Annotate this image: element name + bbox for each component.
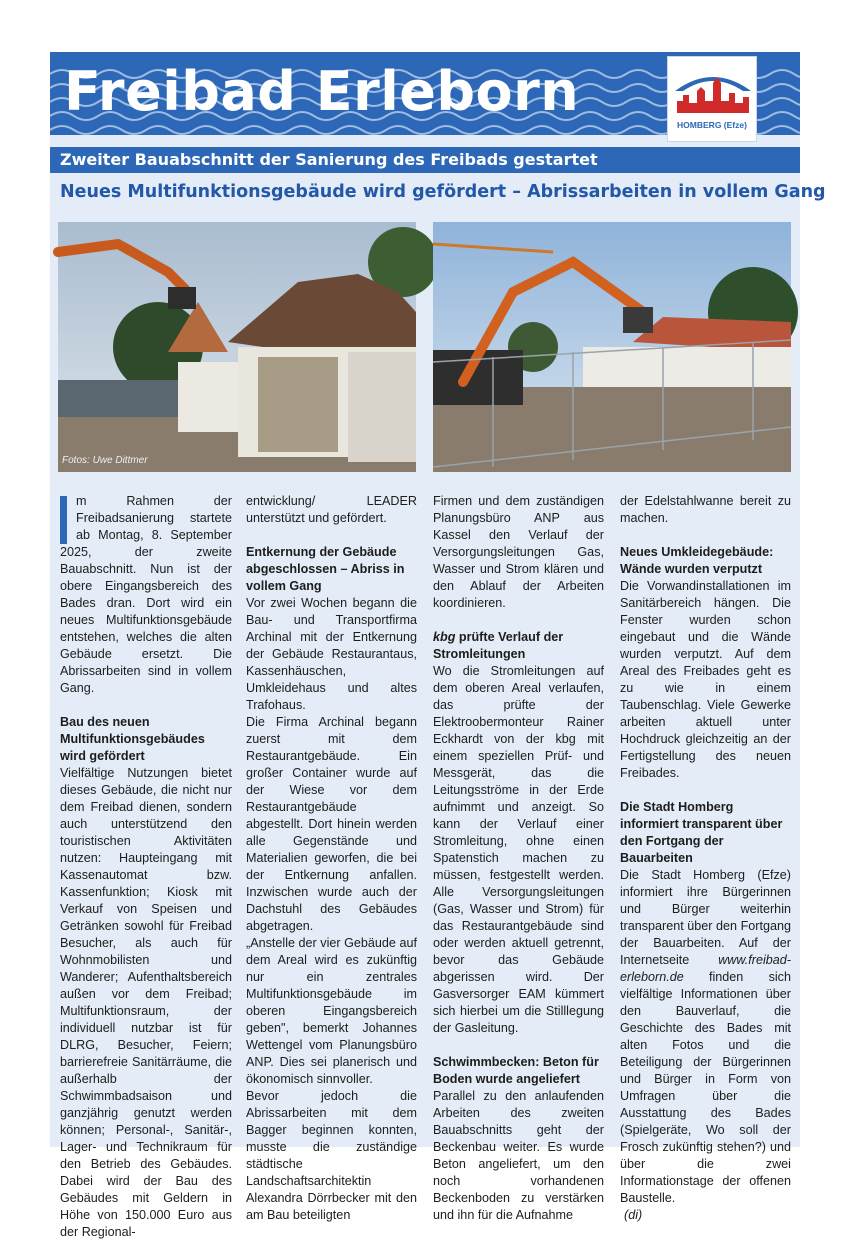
photo-demolition-right xyxy=(433,222,791,472)
section-heading: Neues Umkleidegebäude: Wände wurden verputzt xyxy=(620,545,774,576)
town-skyline-icon xyxy=(673,65,753,117)
dropcap-bar xyxy=(60,496,67,544)
homberg-logo xyxy=(667,56,757,142)
paragraph: entwicklung/ LEADER unterstützt und gefördert. xyxy=(246,494,417,525)
photo-credit: Fotos: Uwe Dittmer xyxy=(62,455,148,466)
photo-demolition-left xyxy=(58,222,416,472)
paragraph: Firmen und dem zuständigen Planungsbüro ANP aus Kassel den Verlauf der Versorgungsleitungen Gas, Wasser und Strom klären und den Ablauf der Arbeiten koordinieren. xyxy=(433,494,604,610)
kbg-emphasis: kbg xyxy=(433,630,456,644)
paragraph: Bevor jedoch die Abrissarbeiten mit dem Bagger beginnen konnten, musste die zuständige städtische Landschaftsarchitektin Alexandra Dörrbecker mit den am Bau beteiligten xyxy=(246,1089,417,1222)
paragraph: Wo die Stromleitungen auf dem oberen Areal verlaufen, das prüfte der Elektroobermonteur Rainer Eckhardt von der kbg mit einem speziellen Prüf- und Messgerät, das die Leitungsströme in der Erde aufnimmt und anzeigt. So kann der Verlauf einer Stromleitung, ohne einen Spatenstich machen zu müssen, festgestellt werden. Alle Versorgungsleitungen (Gas, Wasser und Strom) für das Restaurantgebäude sind oder werden aktuell getrennt, bevor das Gebäude abgerissen wird. Der Gasversorger EAM kümmert sich hierbei um die Stilllegung der Gasleitung. xyxy=(433,664,604,1035)
paragraph: Die Firma Archinal begann zuerst mit dem Restaurantgebäude. Ein großer Container wurde auf der Wiese vor dem Restaurantgebäude abgestellt. Dort hinein werden alle Gegenstände und Materialien geworfen, die bei der Entkernung anfallen. Inzwischen wurde auch der Dachstuhl des Gebäudes abgetragen. xyxy=(246,715,417,933)
website-link[interactable]: www.freibad-erleborn.de xyxy=(620,953,791,984)
section-heading: kbg prüfte Verlauf der Stromleitungen xyxy=(433,630,564,661)
headline: Neues Multifunktionsgebäude wird gefördert – Abrissarbeiten in vollem Gang xyxy=(60,182,826,202)
article-column-2 xyxy=(246,493,417,1224)
logo-caption: HOMBERG (Efze) xyxy=(677,120,747,130)
section-heading: Entkernung der Gebäude abgeschlossen – Abriss in vollem Gang xyxy=(246,545,405,593)
page-title: Freibad Erleborn xyxy=(64,60,580,123)
paragraph: der Edelstahlwanne bereit zu machen. xyxy=(620,494,791,525)
quote-paragraph: „Anstelle der vier Gebäude auf dem Areal wird es zukünftig nur ein zentrales Multifunktionsgebäude im oberen Eingangsbereich geben", bemerkt Johannes Wettengel vom Planungsbüro ANP. Dies sei planerisch und ökonomisch sinnvoller. xyxy=(246,936,417,1086)
intro-paragraph: m Rahmen der Freibadsanierung startete ab Montag, 8. September 2025, der zweite Bauabschnitt. Nun ist der obere Eingangsbereich des Bades dran. Dort wird ein neues Multifunktionsgebäude entstehen, welches die alten Gebäude ersetzt. Die Abrissarbeiten sind in vollem Gang. xyxy=(60,494,232,695)
article-column-3 xyxy=(433,493,604,1224)
article-column-1 xyxy=(60,493,232,1241)
paragraph: Vor zwei Wochen begann die Bau- und Transportfirma Archinal mit der Entkernung der Gebäude Restaurantaus, Kassenhäuschen, Umkleidehaus und altes Trafohaus. xyxy=(246,596,417,712)
paragraph: Parallel zu den anlaufenden Arbeiten des zweiten Bauabschnitts geht der Beckenbau weiter. Es wurde Beton angeliefert, um den noch vorhandenen Beckenboden zu verstärken und ihn für die Aufnahme xyxy=(433,1089,604,1222)
section-heading: Schwimmbecken: Beton für Boden wurde angeliefert xyxy=(433,1055,599,1086)
section-heading: Die Stadt Homberg informiert transparent über den Fortgang der Bauarbeiten xyxy=(620,800,783,865)
paragraph: Die Stadt Homberg (Efze) informiert ihre Bürgerinnen und Bürger weiterhin transparent über den Fortgang der Bauarbeiten. Auf der Internetseite www.freibad-erleborn.de finden sich vielfältige Informationen über den Bauverlauf, die Geschichte des Bades mit alten Fotos und die Beteiligung der Bürgerinnen und Bürger in Form von Umfragen über die Ausstattung des Bades (Spielgeräte, Wo soll der Frosch zukünftig stehen?) und über die zwei Informationstage der offenen Baustelle. xyxy=(620,868,791,1205)
paragraph: Vielfältige Nutzungen bietet dieses Gebäude, die nicht nur dem Freibad dienen, sondern auch unterstützend den touristischen Aktivitäten nutzen: Haupteingang mit Kassenautomat bzw. Kassenfunktion; Kiosk mit Verkauf von Speisen und Getränken sowohl für Freibad Besucher, als auch für Wohnmobilisten und Wanderer; Aufenthaltsbereich außen vor dem Freibad; Multifunktionsraum, der individuell nutzbar ist für DLRG, Besucher, Feiern; barrierefreie Sanitärräume, die außerhalb der Schwimmbadsaison und ganzjährig genutzt werden können; Personal-, Sanitär-, Lager- und Technikraum für den Betrieb des Gebäudes. Dabei wird der Bau des Gebäudes mit Geldern in Höhe von 150.000 Euro aus der Regional- xyxy=(60,766,232,1239)
paragraph: Die Vorwandinstallationen im Sanitärbereich hängen. Die Fenster wurden schon eingebaut und die Wände wurden verputzt. Auf dem Areal des Freibades geht es zu wie in einem Taubenschlag. Viele Gewerke arbeiten aktuell unter Hochdruck gleichzeitig an der Fertigstellung des neuen Freibades. xyxy=(620,579,791,780)
subtitle-bar: Zweiter Bauabschnitt der Sanierung des Freibads gestartet xyxy=(50,147,800,173)
article-column-4 xyxy=(620,493,791,1224)
section-heading: Bau des neuen Multifunktionsgebäudes wird gefördert xyxy=(60,715,205,763)
author-signature: (di) xyxy=(624,1208,643,1222)
